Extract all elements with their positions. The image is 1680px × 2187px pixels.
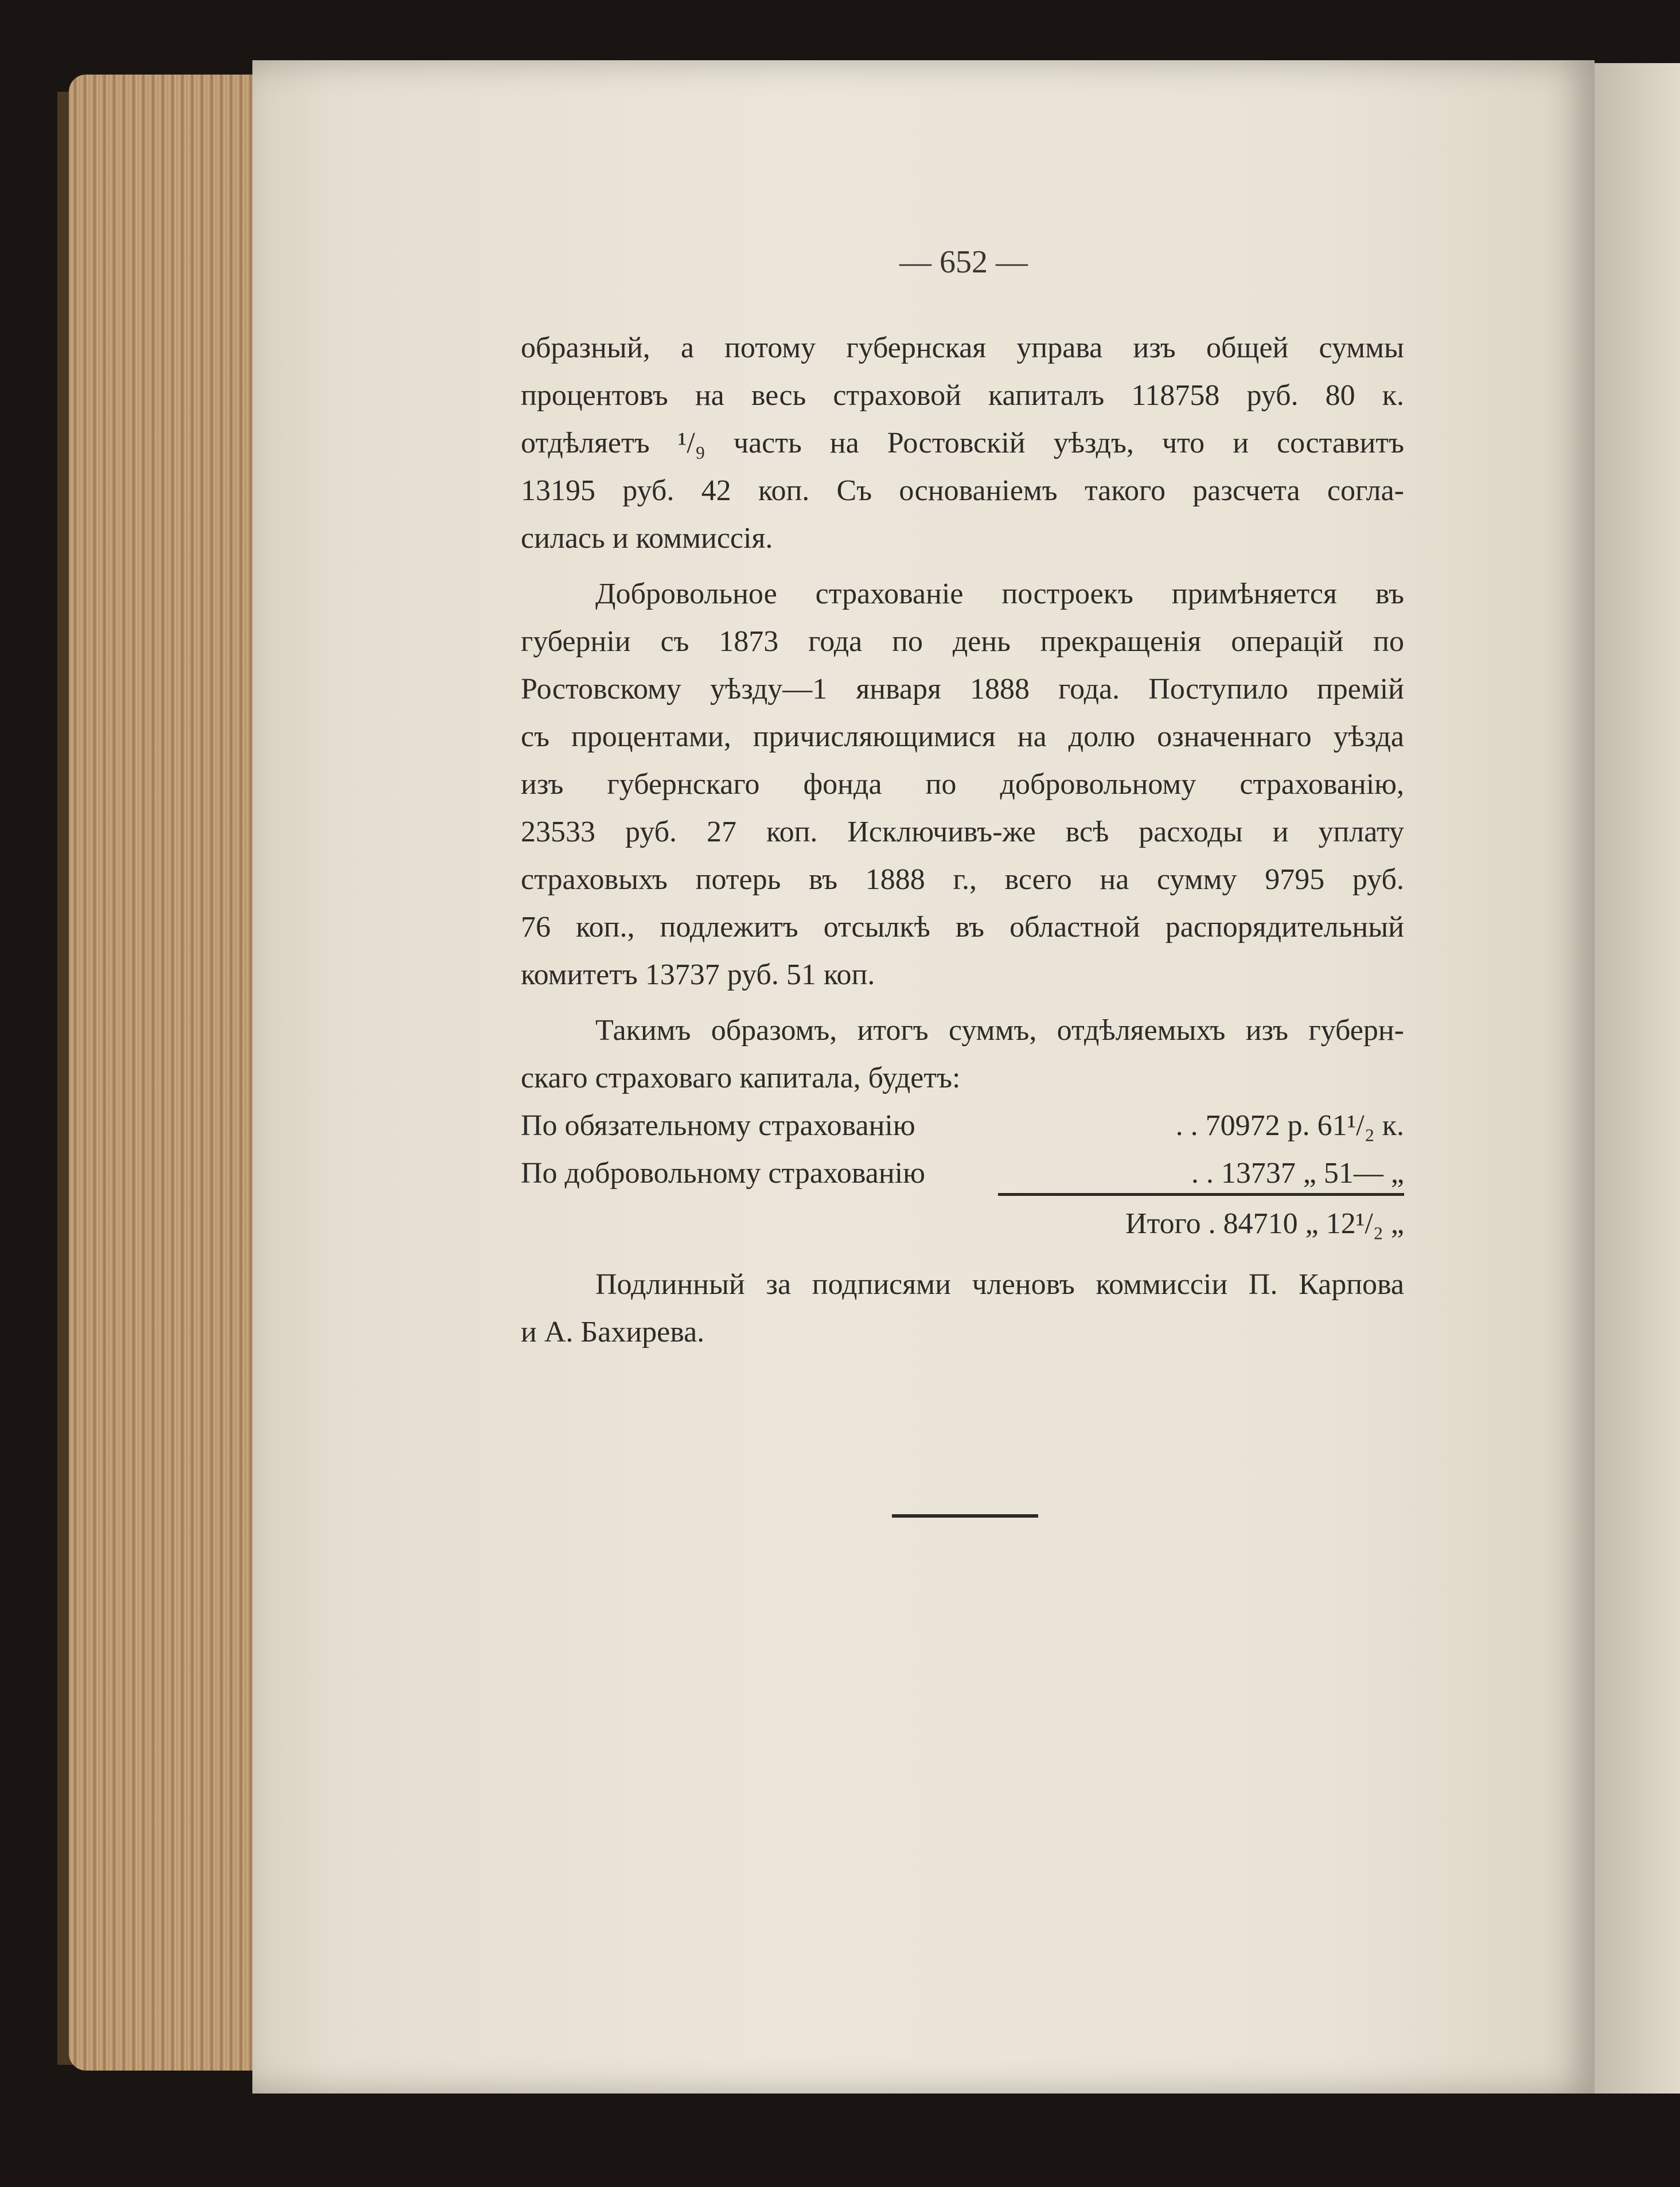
facing-page-edge [1580, 63, 1680, 2094]
text-line: 23533 руб. 27 коп. Исключивъ-же всѣ расходы и уплату [521, 816, 1404, 848]
text-line: комитетъ 13737 руб. 51 коп. [521, 958, 875, 991]
end-rule [892, 1514, 1038, 1518]
signature-text [521, 1261, 1404, 1356]
table-row [521, 1102, 1404, 1149]
body-text [521, 324, 1404, 1197]
text-line: процентовъ на весь страховой капиталъ 118758 руб. 80 к. [521, 379, 1404, 412]
text-line: Такимъ образомъ, итогъ суммъ, отдѣляемыхъ изъ губерн- [595, 1014, 1404, 1047]
table-row [521, 1149, 1404, 1197]
row-value: . . 70972 р. 61¹/₂ к. [1175, 1109, 1404, 1142]
text-line: Ростовскому уѣзду—1 января 1888 года. Поступило премій [521, 673, 1404, 705]
text-line: съ процентами, причисляющимися на долю означеннаго уѣзда [521, 720, 1404, 753]
text-line: изъ губернскаго фонда по добровольному страхованію, [521, 768, 1404, 801]
total-line: Итого . 84710 „ 12¹/₂ „ [1125, 1207, 1404, 1240]
text-line: губерніи съ 1873 года по день прекращенія операцій по [521, 625, 1404, 658]
text-line: страховыхъ потерь въ 1888 г., всего на сумму 9795 руб. [521, 863, 1404, 896]
text-line: силась и коммиссія. [521, 522, 773, 555]
text-line: скаго страховаго капитала, будетъ: [521, 1062, 961, 1094]
text-line: образный, а потому губернская управа изъ общей суммы [521, 332, 1404, 364]
text-line: и А. Бахирева. [521, 1316, 705, 1348]
row-label: По обязательному страхованію [521, 1109, 915, 1142]
sum-rule [998, 1193, 1404, 1196]
text-line: отдѣляетъ ¹/₉ часть на Ростовскій уѣздъ, что и составитъ [521, 427, 1404, 459]
text-line: 76 коп., подлежитъ отсылкѣ въ областной распорядительный [521, 911, 1404, 944]
page-edges [69, 75, 275, 2071]
text-line: 13195 руб. 42 коп. Съ основаніемъ такого разсчета согла- [521, 474, 1404, 507]
text-line: Добровольное страхованіе построекъ примѣняется въ [595, 578, 1404, 610]
row-value: . . 13737 „ 51— „ [1191, 1157, 1404, 1190]
row-label: По добровольному страхованію [521, 1157, 925, 1190]
text-line: Подлинный за подписями членовъ коммиссіи П. Карпова [595, 1268, 1404, 1301]
page-number: — 652 — [899, 244, 1028, 280]
